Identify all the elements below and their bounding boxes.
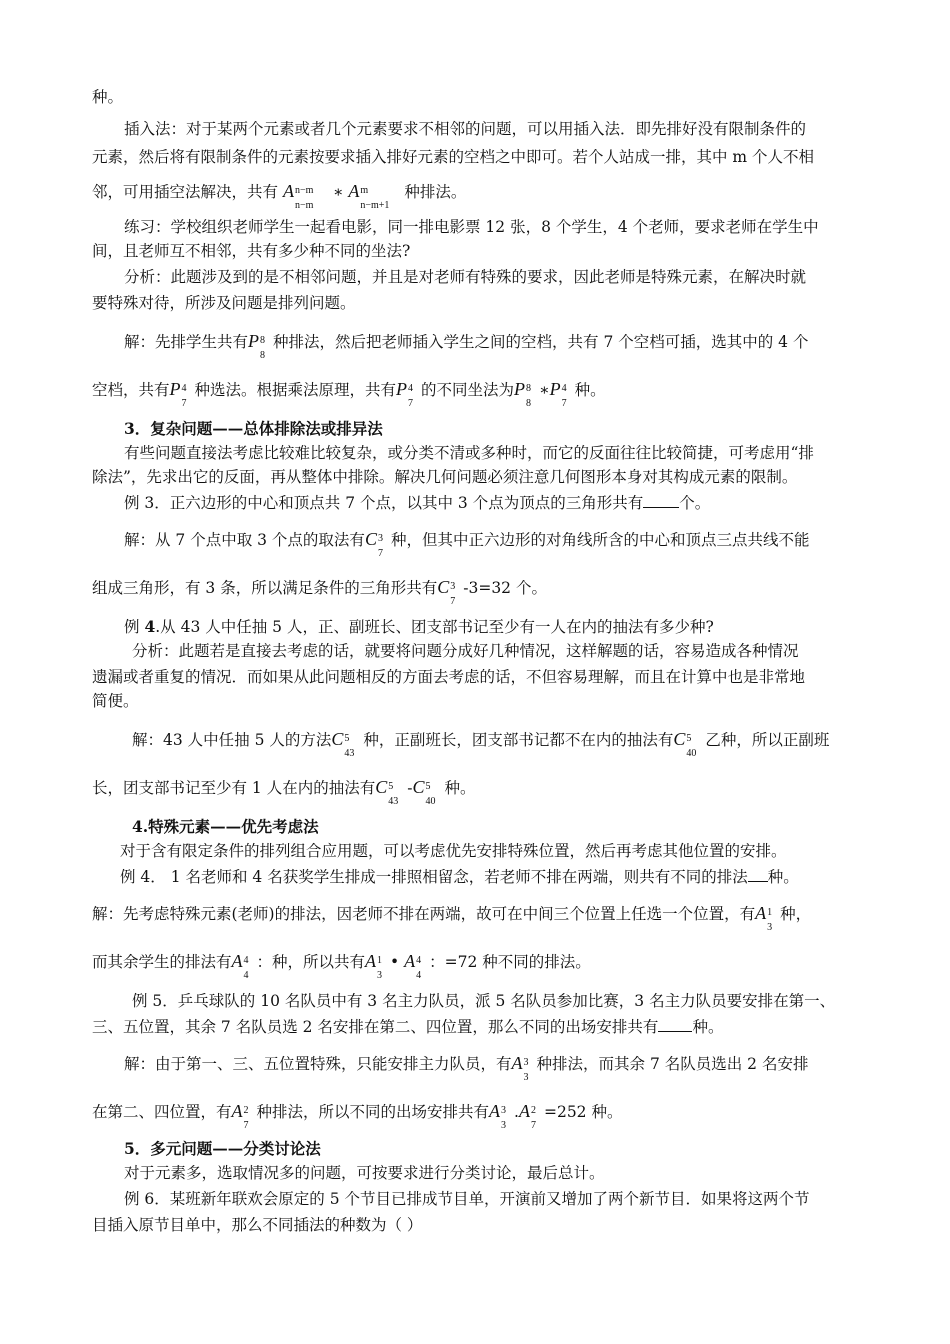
formula-line: [124, 528, 810, 559]
text-line: 练习：学校组织老师学生一起看电影，同一排电影票 12 张，8 个学生，4 个老师，要求老师在学生中: [124, 218, 819, 236]
math-symbol: P: [549, 379, 561, 399]
math-symbol: P: [514, 379, 526, 399]
superscript: 3: [501, 1105, 507, 1116]
text-line: [120, 866, 799, 888]
text-line: 例 5．乒乓球队的 10 名队员中有 3 名主力队员，派 5 名队员参加比赛，3 名主力队员要安排在第一、: [132, 992, 836, 1010]
superscript: 5: [344, 733, 350, 744]
text-span: 解：43 人中任抽 5 人的方法: [132, 731, 332, 749]
text-span: 种排法，所以不同的出场安排共有: [256, 1103, 490, 1121]
math-symbol: A: [231, 1101, 243, 1121]
text-line: 例 6．某班新年联欢会原定的 5 个节目已排成节目单，开演前又增加了两个新节目．如果将这两个节: [124, 1190, 810, 1208]
text-span: 解：由于第一、三、五位置特殊，只能安排主力队员，有: [124, 1055, 512, 1073]
text-span: 种，: [780, 905, 812, 923]
subscript: 40: [425, 796, 436, 807]
text-span: 解：先排学生共有: [124, 333, 249, 351]
text-span: 种。: [574, 381, 606, 399]
formula-line: [124, 1052, 809, 1083]
text-line: [124, 492, 710, 514]
text-line: 种。: [92, 88, 124, 106]
math-operator: .: [514, 1103, 519, 1121]
text-line: 有些问题直接法考虑比较难比较复杂，或分类不清或多种时，而它的反面往往比较简捷，可考虑用“排: [124, 444, 814, 462]
subscript: 4: [416, 970, 422, 981]
subscript: 8: [260, 350, 266, 361]
math-symbol: C: [412, 777, 425, 797]
section-heading: 3．复杂问题——总体排除法或排异法: [124, 419, 383, 438]
subscript: 40: [686, 748, 697, 759]
superscript: 3: [523, 1057, 529, 1068]
text-span: 的不同坐法为: [421, 381, 515, 399]
math-symbol: C: [364, 529, 377, 549]
text-span: 三、五位置，其余 7 名队员选 2 名安排在第二、四位置，那么不同的出场安排共有: [92, 1018, 659, 1036]
text-span: ：=72 种不同的排法。: [429, 953, 591, 971]
subscript: 7: [181, 398, 187, 409]
math-operator: ∗: [332, 183, 344, 201]
text-line: [124, 616, 714, 638]
superscript: 5: [686, 733, 692, 744]
formula-line: [92, 1100, 623, 1131]
text-span: =252 种。: [543, 1103, 623, 1121]
subscript: 8: [526, 398, 532, 409]
subscript: 3: [377, 970, 383, 981]
text-line: 目插入原节目单中，那么不同插法的种数为（ ）: [92, 1216, 423, 1234]
formula-line: [92, 180, 467, 211]
math-symbol: A: [489, 1101, 501, 1121]
superscript: 1: [767, 907, 773, 918]
superscript: 4: [416, 955, 422, 966]
math-symbol: A: [231, 951, 243, 971]
math-symbol: A: [511, 1053, 523, 1073]
superscript: n−m: [294, 185, 314, 196]
text-span: 种排法，然后把老师插入学生之间的空档，共有 7 个空档可插，选其中的 4 个: [273, 333, 809, 351]
text-span: 种。: [767, 868, 799, 886]
subscript: 43: [388, 796, 399, 807]
text-span: 解：从 7 个点中取 3 个点的取法有: [124, 531, 365, 549]
text-line: 分析：此题若是直接去考虑的话，就要将问题分成好几种情况，这样解题的话，容易造成各种情况: [132, 642, 799, 660]
math-operator: -: [407, 779, 413, 797]
math-symbol: A: [404, 951, 416, 971]
text-line: 遗漏或者重复的情况．而如果从此问题相反的方面去考虑的话，不但容易理解，而且在计算中也是非常地: [92, 668, 806, 686]
text-span: 种，正副班长，团支部书记都不在内的抽法有: [363, 731, 674, 749]
text-span: ：种，所以共有: [256, 953, 366, 971]
formula-line: [132, 728, 830, 759]
math-symbol: A: [282, 181, 294, 201]
superscript: 4: [408, 383, 414, 394]
text-span: 而其余学生的排法有: [92, 953, 232, 971]
subscript: 4: [243, 970, 249, 981]
formula-line: [92, 576, 547, 607]
text-span: 例 4． 1 名老师和 4 名获奖学生排成一排照相留念，若老师不排在两端，则共有不同的排法: [120, 868, 748, 886]
text-line: 元素，然后将有限制条件的元素按要求插入排好元素的空档之中即可。若个人站成一排，其中 m 个人不相: [92, 148, 815, 166]
subscript: 7: [450, 596, 456, 607]
text-span: 乙种，所以正副班: [705, 731, 830, 749]
text-span: 邻，可用插空法解决，共有: [92, 183, 279, 201]
superscript: 8: [526, 383, 532, 394]
subscript: 3: [501, 1120, 507, 1131]
text-span: 例 3．正六边形的中心和顶点共 7 个点，以其中 3 个点为顶点的三角形共有: [124, 494, 644, 512]
math-symbol: P: [169, 379, 181, 399]
subscript: 7: [530, 1120, 536, 1131]
text-span: 长，团支部书记至少有 1 人在内的抽法有: [92, 779, 376, 797]
text-span: 个。: [679, 494, 711, 512]
formula-line: [92, 902, 812, 933]
answer-blank: [643, 493, 679, 508]
math-symbol: A: [348, 181, 360, 201]
text-line: 间，且老师互不相邻，共有多少种不同的坐法?: [92, 242, 411, 260]
text-span: 种排法。: [404, 183, 467, 201]
example-number: 4: [144, 617, 156, 636]
math-symbol: P: [396, 379, 408, 399]
subscript: 43: [344, 748, 355, 759]
superscript: 5: [388, 781, 394, 792]
text-line: 分析：此题涉及到的是不相邻问题，并且是对老师有特殊的要求，因此老师是特殊元素，在解决时就: [124, 268, 807, 286]
section-heading: 4.特殊元素——优先考虑法: [132, 817, 319, 836]
superscript: 4: [561, 383, 567, 394]
formula-line: [92, 950, 591, 981]
subscript: 3: [767, 922, 773, 933]
text-span: 种排法，而其余 7 名队员选出 2 名安排: [536, 1055, 809, 1073]
text-span: 在第二、四位置，有: [92, 1103, 232, 1121]
subscript: 7: [408, 398, 414, 409]
superscript: m: [360, 185, 369, 196]
subscript: n−m: [294, 200, 314, 211]
text-line: 要特殊对待，所涉及问题是排列问题。: [92, 294, 356, 312]
superscript: 5: [425, 781, 431, 792]
superscript: 2: [243, 1105, 249, 1116]
subscript: 7: [377, 548, 383, 559]
formula-line: [92, 776, 476, 807]
text-line: 简便。: [92, 692, 139, 710]
math-symbol: A: [365, 951, 377, 971]
text-line: 除法”，先求出它的反面，再从整体中排除。解决几何问题必须注意几何图形本身对其构成元素的限制。: [92, 468, 798, 486]
math-symbol: P: [248, 331, 260, 351]
text-span: 组成三角形，有 3 条，所以满足条件的三角形共有: [92, 579, 438, 597]
math-symbol: C: [375, 777, 388, 797]
superscript: 3: [377, 533, 383, 544]
text-span: 解：先考虑特殊元素(老师)的排法，因老师不排在两端，故可在中间三个位置上任选一个位置，有: [92, 905, 756, 923]
subscript: n−m+1: [360, 200, 390, 211]
superscript: 1: [377, 955, 383, 966]
text-span: 种。: [444, 779, 476, 797]
superscript: 3: [450, 581, 456, 592]
superscript: 2: [530, 1105, 536, 1116]
text-line: 插入法：对于某两个元素或者几个元素要求不相邻的问题，可以用插入法．即先排好没有限制条件的: [124, 120, 807, 138]
math-symbol: C: [437, 577, 450, 597]
superscript: 8: [260, 335, 266, 346]
text-span: 种选法。根据乘法原理，共有: [194, 381, 397, 399]
superscript: 4: [243, 955, 249, 966]
subscript: 7: [243, 1120, 249, 1131]
math-symbol: C: [331, 729, 344, 749]
text-line: 对于含有限定条件的排列组合应用题，可以考虑优先安排特殊位置，然后再考虑其他位置的安排。: [120, 842, 787, 860]
text-span: -3=32 个。: [463, 579, 547, 597]
text-span: .从 43 人中任抽 5 人，正、副班长、团支部书记至少有一人在内的抽法有多少种?: [155, 618, 714, 636]
text-span: 种。: [692, 1018, 724, 1036]
formula-line: [92, 378, 606, 409]
superscript: 4: [181, 383, 187, 394]
math-symbol: A: [518, 1101, 530, 1121]
math-symbol: A: [755, 903, 767, 923]
text-span: 种，但其中正六边形的对角线所含的中心和顶点三点共线不能: [390, 531, 810, 549]
text-span: 例: [124, 618, 140, 636]
subscript: 3: [523, 1072, 529, 1083]
text-line: 对于元素多，选取情况多的问题，可按要求进行分类讨论，最后总计。: [124, 1164, 605, 1182]
section-heading: 5．多元问题——分类讨论法: [124, 1139, 321, 1158]
text-line: [92, 1016, 723, 1038]
math-symbol: C: [673, 729, 686, 749]
math-operator: •: [390, 953, 400, 971]
answer-blank: [658, 1017, 692, 1032]
text-span: 空档，共有: [92, 381, 170, 399]
subscript: 7: [561, 398, 567, 409]
formula-line: [124, 330, 809, 361]
answer-blank: [748, 867, 768, 882]
math-operator: ∗: [539, 381, 550, 399]
